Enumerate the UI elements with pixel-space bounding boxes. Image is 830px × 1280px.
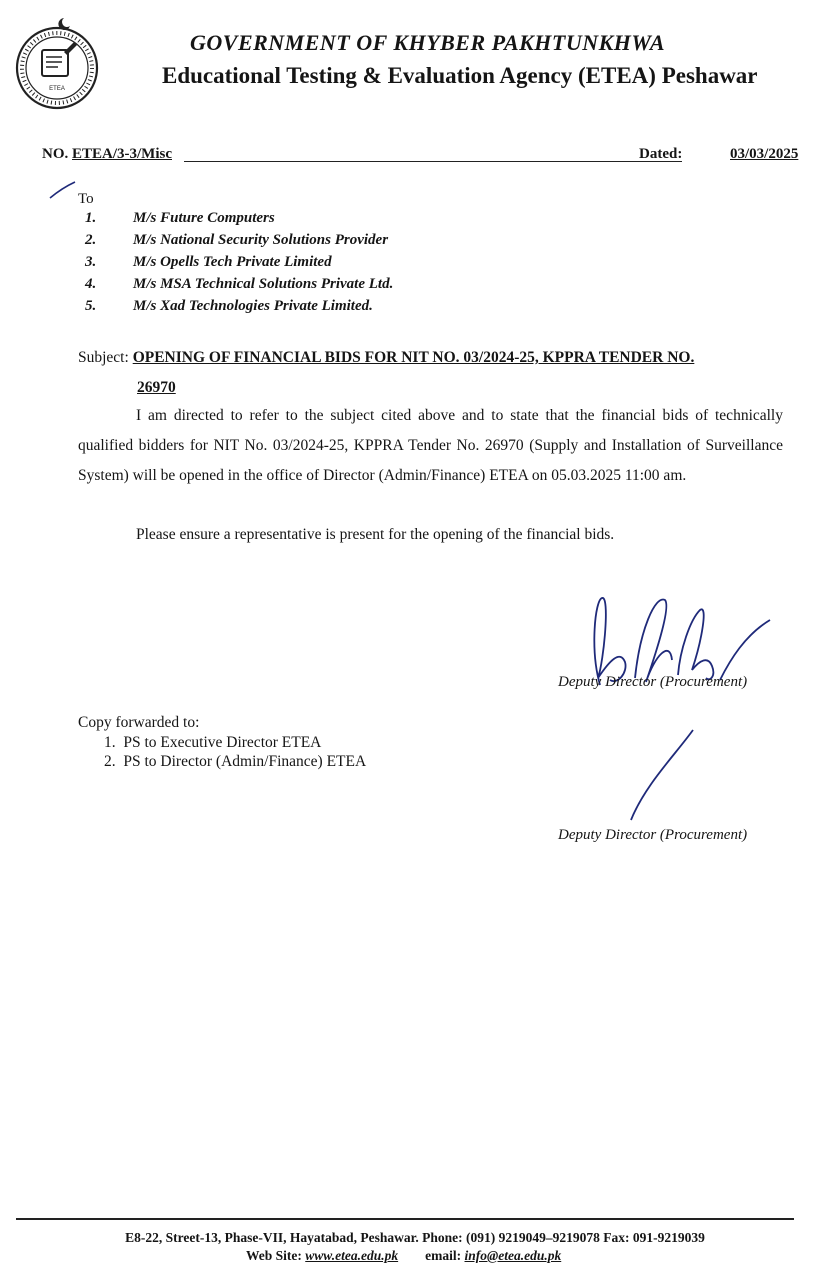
footer-rule — [16, 1218, 794, 1220]
body-paragraph-1: I am directed to refer to the subject cited above and to state that the financial bids of technically qualified bidders for NIT No. 03/2024-25, KPPRA Tender No. 26970 (Supply and Installation of Surveillance System) will be opened in the office of Director (Admin/Finance) ETEA on 05.03.2025 11:00 am. — [78, 407, 783, 484]
government-heading: GOVERNMENT OF KHYBER PAKHTUNKHWA — [190, 30, 666, 55]
subject — [78, 343, 778, 403]
copy-list — [104, 733, 366, 771]
subject-label: Subject: — [78, 349, 129, 366]
copy-forwarded-label: Copy forwarded to: — [78, 714, 200, 731]
subject-line-2: 26970 — [137, 379, 176, 396]
subject-line-1: OPENING OF FINANCIAL BIDS FOR NIT NO. 03/2024-25, KPPRA TENDER NO. — [132, 349, 695, 366]
list-item: 5. M/s Xad Technologies Private Limited. — [85, 298, 373, 314]
svg-text:ETEA: ETEA — [49, 86, 65, 92]
list-item: 1. PS to Executive Director ETEA — [104, 734, 322, 751]
agency-heading: Educational Testing & Evaluation Agency (ETEA) Peshawar — [162, 63, 758, 88]
website-link[interactable]: www.etea.edu.pk — [305, 1248, 399, 1263]
email-link[interactable]: info@etea.edu.pk — [464, 1248, 562, 1263]
reference-number: NO. ETEA/3-3/Misc — [42, 146, 172, 162]
reference-line — [42, 146, 804, 166]
list-item: 1. M/s Future Computers — [85, 210, 275, 226]
list-item: 3. M/s Opells Tech Private Limited — [85, 254, 332, 270]
to-label: To — [78, 191, 94, 207]
dated-label: Dated: — [639, 146, 683, 162]
pen-tick-mark — [48, 178, 78, 203]
body-paragraph-2: Please ensure a representative is present for the opening of the financial bids. — [136, 526, 615, 543]
list-item: 2. PS to Director (Admin/Finance) ETEA — [104, 753, 367, 770]
list-item: 2. M/s National Security Solutions Provider — [85, 232, 389, 248]
signatory-designation: Deputy Director (Procurement) — [558, 674, 748, 690]
footer-contact: Web Site: www.etea.edu.pk email: info@etea.edu.pk — [246, 1248, 562, 1263]
addressee-list — [85, 210, 545, 320]
list-item: 4. M/s MSA Technical Solutions Private Ltd. — [85, 276, 394, 292]
footer-address: E8-22, Street-13, Phase-VII, Hayatabad, Peshawar. Phone: (091) 9219049–9219078 Fax: 091-9219039 — [125, 1230, 705, 1245]
dated-value: 03/03/2025 — [730, 146, 799, 162]
reference-rule — [184, 161, 682, 162]
copy-signatory-designation: Deputy Director (Procurement) — [558, 827, 748, 843]
pen-initial-stroke — [625, 725, 700, 825]
etea-logo-seal — [12, 12, 102, 112]
